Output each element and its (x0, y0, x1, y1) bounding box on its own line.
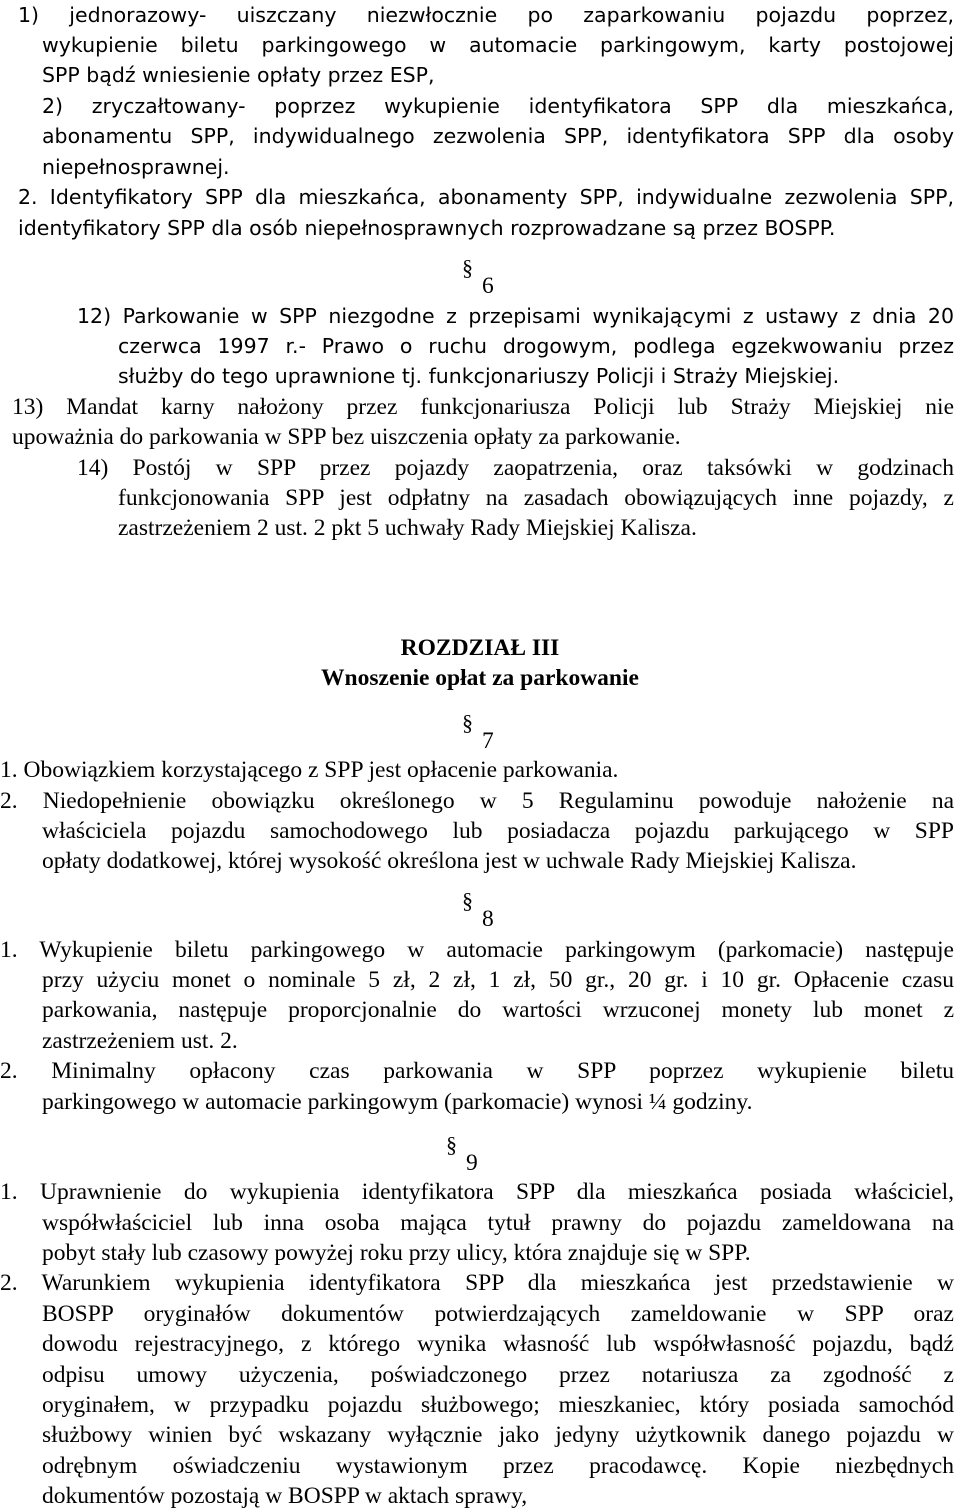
text-line: upoważnia do parkowania w SPP bez uiszczenia opłaty za parkowanie. (12, 424, 681, 450)
text-line: zastrzeżeniem 2 ust. 2 pkt 5 uchwały Rady Miejskiej Kalisza. (118, 515, 697, 541)
text-line: 1) jednorazowy- uiszczany niezwłocznie po zaparkowaniu pojazdu poprzez, (18, 3, 954, 27)
text-line: 2. Warunkiem wykupienia identyfikatora SPP dla mieszkańca jest przedstawienie w (0, 1270, 954, 1296)
text-line: identyfikatory SPP dla osób niepełnosprawnych rozprowadzane są przez BOSPP. (18, 216, 836, 240)
section-number: 7 (482, 728, 494, 754)
text-line: 1. Wykupienie biletu parkingowego w automacie parkingowym (parkomacie) następuje (0, 937, 954, 963)
text-line: wykupienie biletu parkingowego w automacie parkingowym, karty postojowej (42, 33, 954, 57)
section-sign-icon: § (446, 1132, 457, 1157)
text-line: 2. Niedopełnienie obowiązku określonego w 5 Regulaminu powoduje nałożenie na (0, 788, 954, 814)
section-sign-icon: § (462, 255, 473, 280)
section-number: 6 (482, 273, 494, 299)
text-line: abonamentu SPP, indywidualnego zezwolenia SPP, identyfikatora SPP dla osoby (42, 124, 954, 148)
text-line: parkowania, następuje proporcjonalnie do wartości wrzuconej monety lub monet z (42, 997, 954, 1023)
text-line: odpisu umowy użyczenia, poświadczonego przez notariusza za zgodność z (42, 1362, 954, 1388)
text-line: opłaty dodatkowej, której wysokość określona jest w uchwale Rady Miejskiej Kalisza. (42, 848, 857, 874)
text-line: 2. Minimalny opłacony czas parkowania w SPP poprzez wykupienie biletu (0, 1058, 954, 1084)
text-line: 2) zryczałtowany- poprzez wykupienie identyfikatora SPP dla mieszkańca, (42, 94, 954, 118)
text-line: przy użyciu monet o nominale 5 zł, 2 zł, 1 zł, 50 gr., 20 gr. i 10 gr. Opłacenie czasu (42, 967, 954, 993)
section-sign-icon: § (462, 888, 473, 913)
text-line: 1. Uprawnienie do wykupienia identyfikatora SPP dla mieszkańca posiada właściciel, (0, 1179, 954, 1205)
text-line: zastrzeżeniem ust. 2. (42, 1028, 238, 1054)
text-line: służby do tego uprawnione tj. funkcjonariuszy Policji i Straży Miejskiej. (118, 364, 840, 388)
text-line: oryginałem, w przypadku pojazdu służbowego; mieszkaniec, który posiada samochód (42, 1392, 954, 1418)
text-line: niepełnosprawnej. (42, 155, 230, 179)
text-line: odrębnym oświadczeniu wystawionym przez pracodawcę. Kopie niezbędnych (42, 1453, 954, 1479)
text-line: 13) Mandat karny nałożony przez funkcjonariusza Policji lub Straży Miejskiej nie (12, 394, 954, 420)
text-line: 2. Identyfikatory SPP dla mieszkańca, abonamenty SPP, indywidualne zezwolenia SPP, (18, 185, 954, 209)
section-sign-icon: § (462, 710, 473, 735)
text-line: 12) Parkowanie w SPP niezgodne z przepisami wynikającymi z ustawy z dnia 20 (77, 304, 954, 328)
text-line: BOSPP oryginałów dokumentów potwierdzających zameldowanie w SPP oraz (42, 1301, 954, 1327)
text-line: właściciela pojazdu samochodowego lub posiadacza pojazdu parkującego w SPP (42, 818, 954, 844)
text-line: dowodu rejestracyjnego, z którego wynika własność lub współwłasność pojazdu, bądź (42, 1331, 954, 1357)
text-line: funkcjonowania SPP jest odpłatny na zasadach obowiązujących inne pojazdy, z (118, 485, 954, 511)
text-line: pobyt stały lub czasowy powyżej roku przy ulicy, która znajduje się w SPP. (42, 1240, 751, 1266)
chapter-subtitle: Wnoszenie opłat za parkowanie (321, 665, 639, 691)
section-number: 8 (482, 906, 494, 932)
text-line: czerwca 1997 r.- Prawo o ruchu drogowym, podlega egzekwowaniu przez (118, 334, 954, 358)
text-line: dokumentów pozostają w BOSPP w aktach sprawy, (42, 1483, 528, 1509)
text-line: SPP bądź wniesienie opłaty przez ESP, (42, 63, 435, 87)
text-line: 1. Obowiązkiem korzystającego z SPP jest opłacenie parkowania. (0, 757, 619, 783)
section-number: 9 (466, 1150, 478, 1176)
chapter-title: ROZDZIAŁ III (400, 635, 560, 661)
text-line: służbowy winien być wskazany wyłącznie jako jedyny użytkownik danego pojazdu w (42, 1422, 954, 1448)
text-line: 14) Postój w SPP przez pojazdy zaopatrzenia, oraz taksówki w godzinach (77, 455, 954, 481)
text-line: parkingowego w automacie parkingowym (parkomacie) wynosi ¼ godziny. (42, 1089, 753, 1115)
text-line: współwłaściciel lub inna osoba mająca tytuł prawny do pojazdu zameldowana na (42, 1210, 954, 1236)
